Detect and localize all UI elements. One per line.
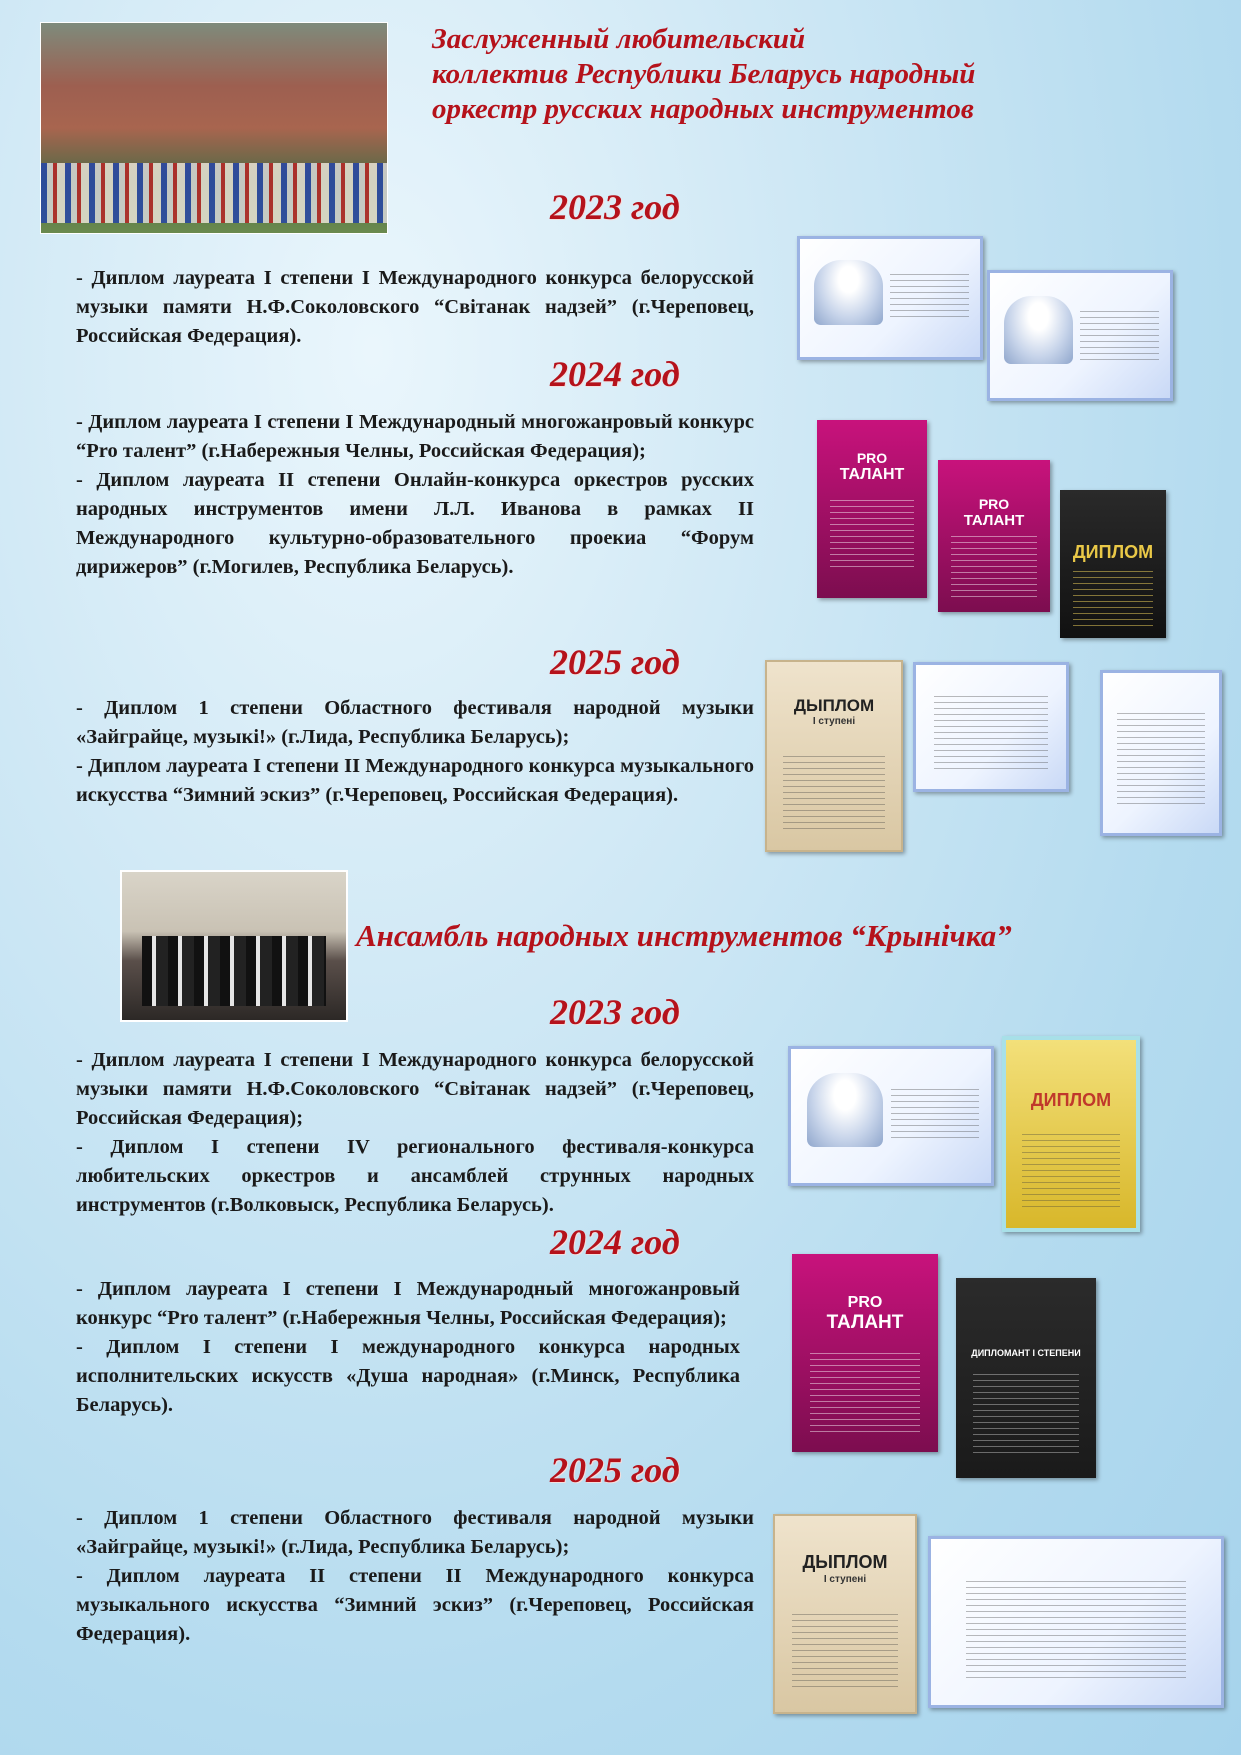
year-heading: 2024 год [550, 1222, 680, 1262]
diploma-image [928, 1536, 1224, 1708]
year-heading: 2025 год [550, 1450, 680, 1490]
diploma-image: ДИПЛОМ [1002, 1036, 1140, 1232]
year-heading: 2024 год [550, 354, 680, 394]
achievement-text: - Диплом лауреата I степени I Международного конкурса белорусской музыки памяти Н.Ф.Соколовского “Світанак надзей” (г.Череповец, Российская Федерация). [76, 267, 754, 347]
diploma-image: ДИПЛОМАНТ I СТЕПЕНИ [956, 1278, 1096, 1478]
achievement-text: - Диплом лауреата I степени I Международный многожанровый конкурс “Pro талент” (г.Набережныя Челны, Российская Федерация); - Диплом I степени I международного конкурса народных исполнительских искусств «Душа народная» (г.Минск, Республика Беларусь). [76, 1278, 740, 1416]
diploma-image: PRO ТАЛАНТ [938, 460, 1050, 612]
orchestra-photo [40, 22, 388, 234]
diploma-image [797, 236, 983, 360]
diploma-image: ДЫПЛОМ I ступені [773, 1514, 917, 1714]
diploma-image [987, 270, 1173, 401]
diploma-image: PRO ТАЛАНТ [817, 420, 927, 598]
achievement-text: - Диплом лауреата I степени I Международного конкурса белорусской музыки памяти Н.Ф.Соколовского “Світанак надзей” (г.Череповец, Российская Федерация); - Диплом I степени IV регионального фестиваля-конкурса любительских оркестров и ансамблей струнных народных инструментов (г.Волковыск, Республика Беларусь). [76, 1049, 754, 1216]
ensemble-photo [120, 870, 348, 1022]
diploma-image [1100, 670, 1222, 836]
achievement-text: - Диплом лауреата I степени I Международный многожанровый конкурс “Pro талент” (г.Набережныя Челны, Российская Федерация); - Диплом лауреата II степени Онлайн-конкурса оркестров русских народных инструментов имени Л.Л. Иванова в рамках II Международного культурно-образовательного проекиа “Форум дирижеров” (г.Могилев, Республика Беларусь). [76, 411, 754, 578]
diploma-image: PRO ТАЛАНТ [792, 1254, 938, 1452]
section1-title: Заслуженный любительский коллектив Республики Беларусь народный оркестр русских народных инструментов [432, 23, 976, 125]
year-heading: 2023 год [550, 992, 680, 1032]
achievement-text: - Диплом 1 степени Областного фестиваля народной музыки «Зайграйце, музыкi!» (г.Лида, Республика Беларусь); - Диплом лауреата I степени II Международного конкурса музыкального искусства “Зимний эскиз” (г.Череповец, Российская Федерация). [76, 697, 754, 806]
achievement-text: - Диплом 1 степени Областного фестиваля народной музыки «Зайграйце, музыкi!» (г.Лида, Республика Беларусь); - Диплом лауреата II степени II Международного конкурса музыкального искусства “Зимний эскиз” (г.Череповец, Российская Федерация). [76, 1507, 754, 1645]
diploma-image: ДЫПЛОМ I ступені [765, 660, 903, 852]
section2-title: Ансамбль народных инструментов “Крынічка” [356, 918, 1012, 953]
year-heading: 2023 год [550, 187, 680, 227]
diploma-image: ДИПЛОМ [1060, 490, 1166, 638]
year-heading: 2025 год [550, 642, 680, 682]
diploma-image [913, 662, 1069, 792]
diploma-image [788, 1046, 994, 1186]
